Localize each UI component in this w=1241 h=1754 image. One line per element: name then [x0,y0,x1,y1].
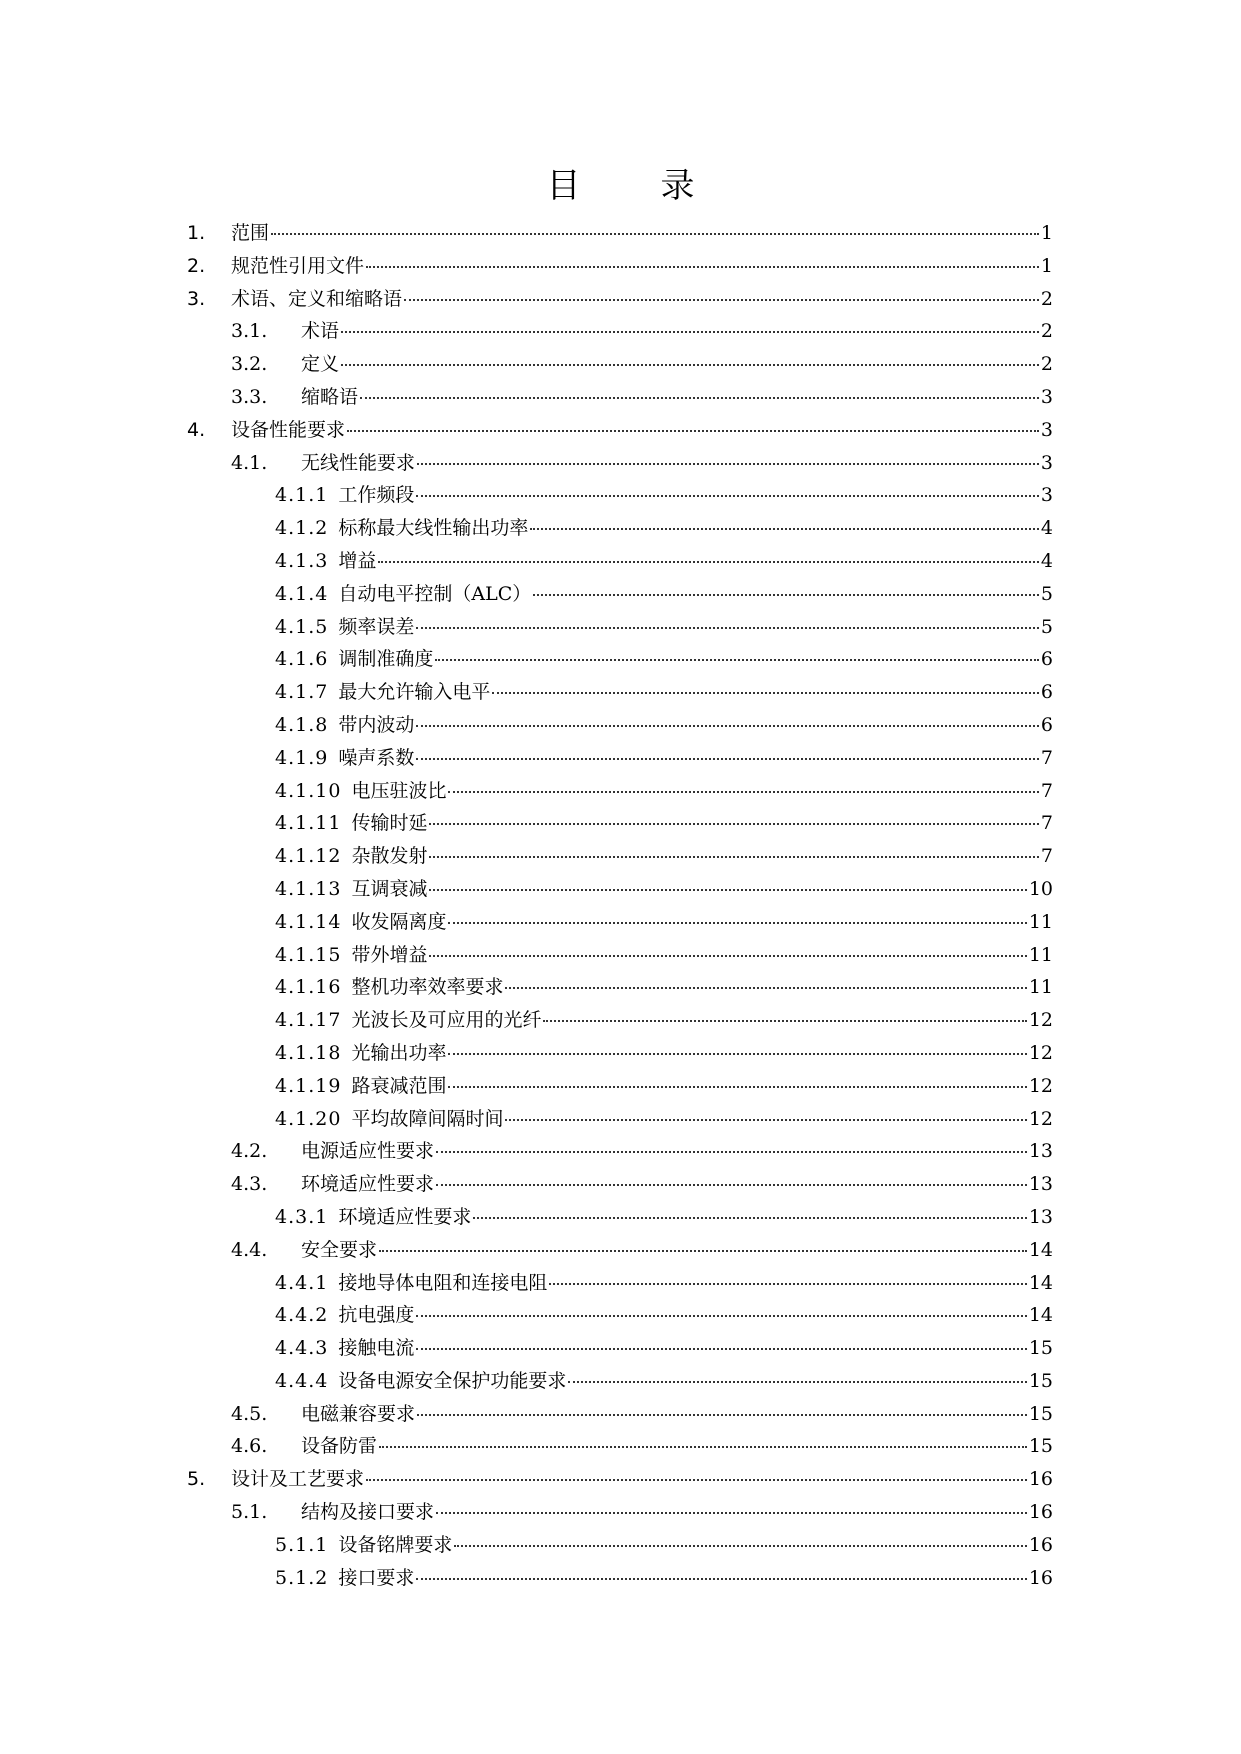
toc-dot-leader [429,855,1038,858]
toc-entry-label: 电磁兼容要求 [301,1402,416,1425]
toc-entry-number: 4.1.14 [275,910,342,933]
toc-entry[interactable] [187,1103,1053,1136]
toc-entry-label: 定义 [301,353,340,376]
toc-entry[interactable] [187,1135,1053,1168]
toc-dot-leader [436,1511,1027,1514]
toc-entry[interactable] [187,447,1053,480]
toc-entry-page-number: 16 [1028,1533,1053,1556]
toc-entry-page-number: 3 [1040,418,1053,441]
toc-entry-label: 范围 [231,222,270,244]
toc-entry[interactable] [187,1529,1053,1562]
toc-entry-page-number: 14 [1028,1238,1053,1261]
toc-dot-leader [436,1150,1027,1153]
toc-entry[interactable] [187,1234,1053,1267]
toc-entry[interactable] [187,315,1053,348]
toc-entry-number: 4.1.16 [275,976,342,999]
toc-entry-page-number: 12 [1028,1074,1053,1097]
toc-entry-label: 术语 [301,320,340,343]
toc-entry-page-number: 4 [1040,517,1053,540]
toc-entry[interactable] [187,1562,1053,1595]
toc-entry-number: 1. [187,222,206,244]
toc-entry[interactable] [187,414,1053,447]
toc-entry-label: 缩略语 [301,385,359,408]
toc-entry-page-number: 15 [1028,1435,1053,1458]
toc-entry-page-number: 2 [1040,287,1053,310]
toc-entry-number: 4.1.8 [275,713,329,736]
toc-entry-number: 4.1.13 [275,877,342,900]
toc-dot-leader [347,429,1039,432]
toc-entry-number: 4.4.1 [275,1271,329,1294]
toc-entry-number: 3.3. [231,385,268,408]
toc-dot-leader [379,1445,1027,1448]
toc-entry[interactable] [187,709,1053,742]
toc-entry[interactable] [187,217,1053,250]
page-title [0,158,1241,207]
toc-entry[interactable] [187,283,1053,316]
toc-dot-leader [416,724,1039,727]
toc-entry-number: 5.1.2 [275,1566,329,1589]
toc-entry[interactable] [187,611,1053,644]
toc-entry-label: 标称最大线性输出功率 [338,517,529,540]
toc-dot-leader [366,265,1039,268]
toc-entry-number: 4.1.12 [275,845,342,868]
toc-entry-label: 安全要求 [301,1238,378,1261]
toc-entry-number: 4.1.6 [275,648,329,671]
toc-entry-number: 4.1.2 [275,517,329,540]
toc-entry-label: 环境适应性要求 [301,1173,435,1196]
toc-entry-number: 4.1.10 [275,779,342,802]
toc-entry[interactable] [187,1037,1053,1070]
toc-entry-number: 4.1.1 [275,484,329,507]
toc-entry-label: 传输时延 [351,812,428,835]
toc-entry-label: 规范性引用文件 [231,254,365,277]
toc-entry-label: 调制准确度 [338,648,434,671]
toc-entry[interactable] [187,250,1053,283]
toc-dot-leader [448,1085,1026,1088]
toc-entry-label: 结构及接口要求 [301,1501,435,1524]
toc-entry-number: 4.3. [231,1173,268,1196]
toc-dot-leader [416,1314,1026,1317]
toc-entry[interactable] [187,971,1053,1004]
toc-dot-leader [436,1183,1027,1186]
toc-entry-number: 3. [187,287,206,310]
title-char-1: 目 [546,166,581,206]
toc-dot-leader [379,1249,1027,1252]
toc-entry-label: 抗电强度 [338,1304,415,1327]
toc-entry[interactable] [187,1430,1053,1463]
toc-entry-label: 接触电流 [338,1337,415,1360]
toc-dot-leader [416,1577,1026,1580]
toc-entry-page-number: 12 [1028,1009,1053,1032]
toc-entry-page-number: 3 [1040,385,1053,408]
toc-entry[interactable] [187,1365,1053,1398]
toc-dot-leader [568,1380,1026,1383]
toc-entry[interactable] [187,1496,1053,1529]
toc-entry-number: 4.5. [231,1402,268,1425]
toc-entry-page-number: 5 [1040,582,1053,605]
toc-entry[interactable] [187,381,1053,414]
toc-entry-page-number: 7 [1040,845,1053,868]
toc-entry-page-number: 4 [1040,549,1053,572]
toc-dot-leader [448,921,1026,924]
toc-entry-label: 光波长及可应用的光纤 [351,1009,542,1032]
toc-dot-leader [378,560,1039,563]
toc-dot-leader [341,363,1039,366]
toc-entry-page-number: 1 [1040,222,1053,244]
toc-entry-page-number: 3 [1040,451,1053,474]
toc-dot-leader [341,330,1039,333]
toc-entry-label: 环境适应性要求 [338,1205,472,1228]
toc-dot-leader [448,1052,1026,1055]
toc-dot-leader [435,658,1039,661]
toc-entry-page-number: 7 [1040,779,1053,802]
toc-dot-leader [366,1478,1027,1481]
toc-entry-number: 4.3.1 [275,1205,329,1228]
toc-entry-page-number: 13 [1028,1205,1053,1228]
toc-entry-page-number: 11 [1028,910,1053,933]
toc-entry-number: 4.1.20 [275,1107,342,1130]
toc-entry-label: 自动电平控制（ALC） [338,582,532,605]
table-of-contents [187,217,1053,1594]
toc-entry[interactable] [187,545,1053,578]
toc-entry-label: 设备铭牌要求 [338,1533,453,1556]
toc-entry-label: 接地导体电阻和连接电阻 [338,1271,548,1294]
toc-entry-page-number: 2 [1040,353,1053,376]
toc-entry[interactable] [187,643,1053,676]
toc-entry-number: 4.1.5 [275,615,329,638]
toc-entry-number: 5.1.1 [275,1533,329,1556]
toc-entry-number: 4.6. [231,1435,268,1458]
toc-entry-number: 4.1.3 [275,549,329,572]
toc-dot-leader [473,1216,1026,1219]
toc-entry-label: 带外增益 [351,943,428,966]
toc-entry[interactable] [187,873,1053,906]
toc-entry[interactable] [187,775,1053,808]
toc-entry-page-number: 15 [1028,1369,1053,1392]
toc-entry-number: 4.1.17 [275,1009,342,1032]
toc-entry-page-number: 5 [1040,615,1053,638]
toc-entry-label: 光输出功率 [351,1041,447,1064]
toc-entry[interactable] [187,1463,1053,1496]
toc-entry-page-number: 7 [1040,812,1053,835]
toc-entry-label: 设备电源安全保护功能要求 [338,1369,567,1392]
toc-entry[interactable] [187,840,1053,873]
toc-entry-number: 4.1.18 [275,1041,342,1064]
toc-entry-label: 增益 [338,549,377,572]
toc-entry-label: 无线性能要求 [301,451,416,474]
toc-dot-leader [416,626,1039,629]
toc-entry-number: 4.1.9 [275,746,329,769]
toc-dot-leader [530,527,1039,530]
toc-entry[interactable] [187,348,1053,381]
toc-dot-leader [429,954,1026,957]
toc-entry-page-number: 2 [1040,320,1053,343]
toc-entry-number: 4.1.11 [275,812,342,835]
toc-entry-page-number: 14 [1028,1304,1053,1327]
toc-entry-label: 接口要求 [338,1566,415,1589]
toc-entry-label: 平均故障间隔时间 [351,1107,504,1130]
toc-entry-page-number: 11 [1028,943,1053,966]
toc-entry-label: 设备防雷 [301,1435,378,1458]
toc-entry-number: 4.1.4 [275,582,329,605]
toc-entry[interactable] [187,1299,1053,1332]
toc-dot-leader [454,1544,1026,1547]
toc-entry-page-number: 7 [1040,746,1053,769]
toc-entry-number: 4.1.15 [275,943,342,966]
toc-entry[interactable] [187,1398,1053,1431]
toc-entry-number: 4. [187,418,206,441]
toc-dot-leader [271,232,1039,235]
toc-entry-number: 5.1. [231,1501,268,1524]
toc-entry-page-number: 6 [1040,713,1053,736]
toc-entry-page-number: 16 [1028,1468,1053,1491]
toc-entry-label: 噪声系数 [338,746,415,769]
title-char-2: 录 [660,166,695,206]
toc-dot-leader [505,1118,1026,1121]
toc-entry-label: 设备性能要求 [231,418,346,441]
toc-entry-number: 4.4. [231,1238,268,1261]
toc-entry[interactable] [187,906,1053,939]
toc-dot-leader [429,888,1026,891]
toc-dot-leader [416,757,1039,760]
toc-entry-page-number: 1 [1040,254,1053,277]
toc-dot-leader [404,298,1039,301]
toc-entry[interactable] [187,807,1053,840]
toc-entry[interactable] [187,1168,1053,1201]
toc-entry-number: 4.4.2 [275,1304,329,1327]
toc-entry[interactable] [187,512,1053,545]
toc-entry-label: 路衰减范围 [351,1074,447,1097]
toc-entry-label: 杂散发射 [351,845,428,868]
toc-dot-leader [417,1413,1027,1416]
toc-dot-leader [416,1347,1026,1350]
toc-dot-leader [429,822,1038,825]
toc-entry-number: 3.1. [231,320,268,343]
toc-entry-page-number: 3 [1040,484,1053,507]
toc-dot-leader [543,1019,1026,1022]
toc-entry-number: 4.1. [231,451,268,474]
toc-entry-label: 电源适应性要求 [301,1140,435,1163]
toc-entry[interactable] [187,742,1053,775]
toc-entry-page-number: 16 [1028,1501,1053,1524]
toc-entry-label: 最大允许输入电平 [338,681,491,704]
toc-entry-label: 收发隔离度 [351,910,447,933]
toc-entry-page-number: 15 [1028,1337,1053,1360]
toc-entry-number: 3.2. [231,353,268,376]
toc-entry-page-number: 6 [1040,648,1053,671]
toc-entry-label: 频率误差 [338,615,415,638]
toc-dot-leader [505,986,1026,989]
toc-dot-leader [533,593,1039,596]
toc-dot-leader [360,396,1039,399]
toc-entry[interactable] [187,676,1053,709]
toc-entry-number: 4.4.4 [275,1369,329,1392]
toc-entry[interactable] [187,1070,1053,1103]
toc-entry-page-number: 13 [1028,1173,1053,1196]
toc-entry-label: 设计及工艺要求 [231,1468,365,1491]
toc-entry-page-number: 11 [1028,976,1053,999]
toc-entry[interactable] [187,1267,1053,1300]
toc-entry-number: 4.4.3 [275,1337,329,1360]
toc-entry-label: 带内波动 [338,713,415,736]
toc-entry-page-number: 16 [1028,1566,1053,1589]
toc-entry-label: 工作频段 [338,484,415,507]
toc-dot-leader [549,1282,1026,1285]
toc-dot-leader [416,494,1039,497]
toc-entry[interactable] [187,578,1053,611]
toc-entry-label: 整机功率效率要求 [351,976,504,999]
toc-entry[interactable] [187,479,1053,512]
toc-entry-page-number: 14 [1028,1271,1053,1294]
toc-entry-number: 2. [187,254,206,277]
toc-entry-number: 4.2. [231,1140,268,1163]
toc-entry[interactable] [187,1004,1053,1037]
toc-entry[interactable] [187,1201,1053,1234]
toc-dot-leader [417,462,1039,465]
toc-dot-leader [492,691,1039,694]
toc-entry[interactable] [187,939,1053,972]
toc-entry-page-number: 12 [1028,1107,1053,1130]
toc-dot-leader [448,790,1038,793]
toc-entry-page-number: 13 [1028,1140,1053,1163]
toc-entry-label: 术语、定义和缩略语 [231,287,403,310]
toc-entry-number: 4.1.7 [275,681,329,704]
toc-entry[interactable] [187,1332,1053,1365]
toc-entry-number: 4.1.19 [275,1074,342,1097]
toc-entry-page-number: 12 [1028,1041,1053,1064]
toc-entry-page-number: 6 [1040,681,1053,704]
toc-entry-label: 电压驻波比 [351,779,447,802]
toc-entry-page-number: 15 [1028,1402,1053,1425]
toc-entry-page-number: 10 [1028,877,1053,900]
toc-entry-number: 5. [187,1468,206,1491]
toc-entry-label: 互调衰减 [351,877,428,900]
